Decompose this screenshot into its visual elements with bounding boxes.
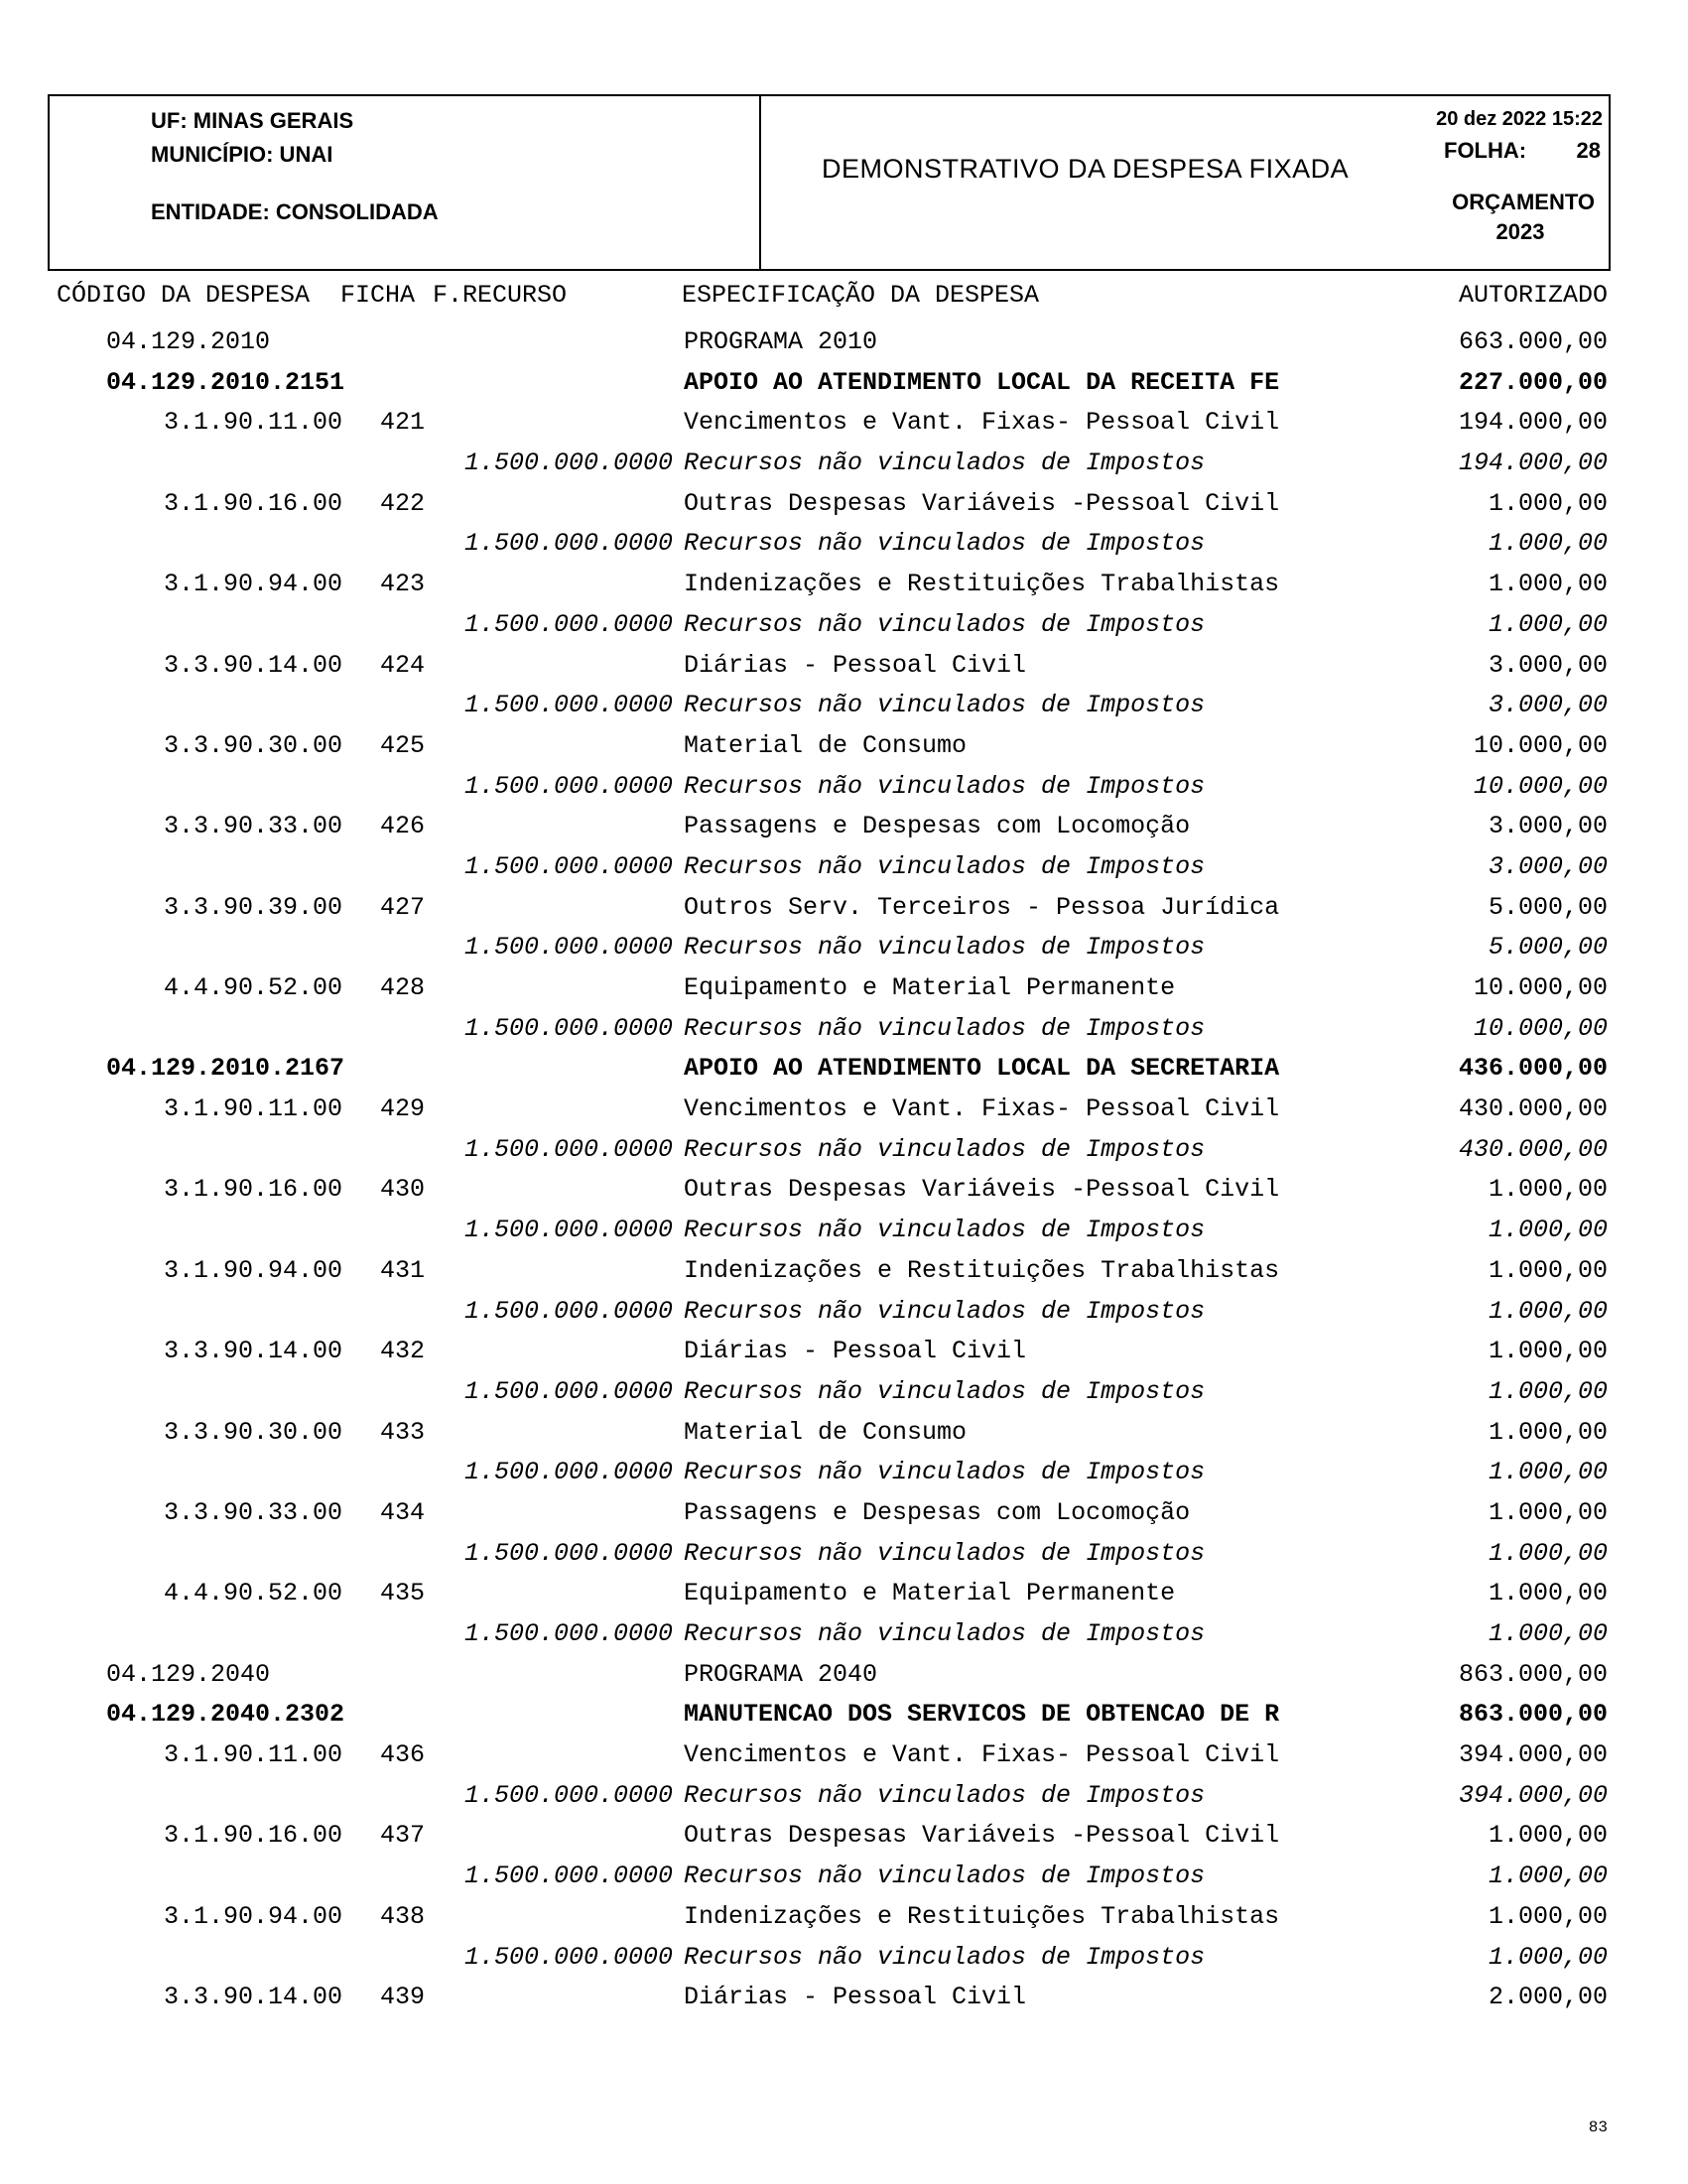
table-row [0, 1614, 1688, 1655]
specification-cell: Diárias - Pessoal Civil [684, 1983, 1027, 2012]
expense-code-cell: 3.3.90.30.00 [164, 730, 343, 760]
specification-cell: MANUTENCAO DOS SERVICOS DE OBTENCAO DE R [684, 1700, 1280, 1730]
specification-cell: Vencimentos e Vant. Fixas- Pessoal Civil [684, 1094, 1280, 1124]
ficha-cell: 434 [380, 1497, 426, 1527]
table-row [0, 1170, 1688, 1211]
ficha-cell: 430 [380, 1175, 426, 1205]
expense-code-cell: 3.1.90.94.00 [164, 570, 343, 599]
expense-code-cell: 3.3.90.30.00 [164, 1417, 343, 1447]
expense-code-cell: 04.129.2040.2302 [106, 1700, 345, 1730]
column-header-autorizado: AUTORIZADO [1458, 281, 1608, 310]
expense-code-cell: 3.1.90.11.00 [164, 1094, 343, 1124]
report-title: DEMONSTRATIVO DA DESPESA FIXADA [822, 154, 1350, 184]
expense-code-cell: 04.129.2010.2151 [106, 367, 345, 397]
specification-cell: Material de Consumo [684, 730, 968, 760]
authorized-value-cell: 3.000,00 [1488, 812, 1608, 841]
ficha-cell: 426 [380, 812, 426, 841]
table-row [0, 1493, 1688, 1534]
expense-code-cell: 3.1.90.16.00 [164, 1175, 343, 1205]
table-row [0, 1372, 1688, 1413]
expense-code-cell: 3.3.90.14.00 [164, 1337, 343, 1366]
authorized-value-cell: 3.000,00 [1488, 851, 1608, 881]
specification-cell: Recursos não vinculados de Impostos [684, 691, 1206, 720]
specification-cell: APOIO AO ATENDIMENTO LOCAL DA RECEITA FE [684, 367, 1280, 397]
authorized-value-cell: 1.000,00 [1488, 609, 1608, 639]
authorized-value-cell: 1.000,00 [1488, 1579, 1608, 1608]
specification-cell: Outros Serv. Terceiros - Pessoa Jurídica [684, 892, 1280, 922]
specification-cell: Recursos não vinculados de Impostos [684, 933, 1206, 963]
table-row [0, 807, 1688, 847]
expense-code-cell: 3.3.90.33.00 [164, 1497, 343, 1527]
resource-code-cell: 1.500.000.0000 [463, 1942, 673, 1972]
specification-cell: Recursos não vinculados de Impostos [684, 1296, 1206, 1326]
table-row [0, 968, 1688, 1009]
specification-cell: Diárias - Pessoal Civil [684, 1337, 1027, 1366]
resource-code-cell: 1.500.000.0000 [463, 1134, 673, 1164]
authorized-value-cell: 10.000,00 [1473, 730, 1608, 760]
entidade-line: ENTIDADE: CONSOLIDADA [151, 199, 439, 224]
table-row [0, 686, 1688, 726]
authorized-value-cell: 1.000,00 [1488, 1337, 1608, 1366]
table-row [0, 1574, 1688, 1614]
header-divider [759, 96, 761, 269]
expense-code-cell: 3.1.90.11.00 [164, 1740, 343, 1770]
authorized-value-cell: 194.000,00 [1458, 408, 1608, 438]
authorized-value-cell: 863.000,00 [1458, 1700, 1608, 1730]
table-row [0, 1049, 1688, 1090]
resource-code-cell: 1.500.000.0000 [463, 609, 673, 639]
resource-code-cell: 1.500.000.0000 [463, 1458, 673, 1487]
authorized-value-cell: 1.000,00 [1488, 1216, 1608, 1245]
authorized-value-cell: 663.000,00 [1458, 327, 1608, 356]
resource-code-cell: 1.500.000.0000 [463, 691, 673, 720]
column-header-frecurso: F.RECURSO [433, 281, 568, 310]
folha-label: FOLHA: [1444, 138, 1527, 163]
resource-code-cell: 1.500.000.0000 [463, 771, 673, 801]
authorized-value-cell: 1.000,00 [1488, 1376, 1608, 1406]
expense-code-cell: 3.3.90.14.00 [164, 650, 343, 680]
table-row [0, 605, 1688, 646]
specification-cell: Recursos não vinculados de Impostos [684, 1013, 1206, 1043]
ficha-cell: 439 [380, 1983, 426, 2012]
ficha-cell: 429 [380, 1094, 426, 1124]
expense-code-cell: 04.129.2010 [106, 327, 271, 356]
specification-cell: Material de Consumo [684, 1417, 968, 1447]
expense-table [0, 322, 1688, 2018]
table-row [0, 565, 1688, 605]
specification-cell: Recursos não vinculados de Impostos [684, 1780, 1206, 1810]
resource-code-cell: 1.500.000.0000 [463, 1780, 673, 1810]
ficha-cell: 436 [380, 1740, 426, 1770]
authorized-value-cell: 10.000,00 [1473, 973, 1608, 1002]
authorized-value-cell: 1.000,00 [1488, 1942, 1608, 1972]
table-row [0, 1009, 1688, 1050]
ficha-cell: 433 [380, 1417, 426, 1447]
resource-code-cell: 1.500.000.0000 [463, 1538, 673, 1568]
expense-code-cell: 3.1.90.94.00 [164, 1255, 343, 1285]
authorized-value-cell: 5.000,00 [1488, 892, 1608, 922]
specification-cell: Indenizações e Restituições Trabalhistas [684, 570, 1280, 599]
table-row [0, 1776, 1688, 1817]
authorized-value-cell: 863.000,00 [1458, 1659, 1608, 1689]
specification-cell: Recursos não vinculados de Impostos [684, 1216, 1206, 1245]
specification-cell: Recursos não vinculados de Impostos [684, 851, 1206, 881]
specification-cell: Equipamento e Material Permanente [684, 973, 1176, 1002]
authorized-value-cell: 2.000,00 [1488, 1983, 1608, 2012]
authorized-value-cell: 10.000,00 [1473, 771, 1608, 801]
specification-cell: Diárias - Pessoal Civil [684, 650, 1027, 680]
table-row [0, 1413, 1688, 1454]
table-row [0, 403, 1688, 444]
folha-value: 28 [1576, 138, 1601, 163]
specification-cell: Recursos não vinculados de Impostos [684, 609, 1206, 639]
resource-code-cell: 1.500.000.0000 [463, 1216, 673, 1245]
table-row [0, 1453, 1688, 1493]
specification-cell: Indenizações e Restituições Trabalhistas [684, 1901, 1280, 1931]
specification-cell: Recursos não vinculados de Impostos [684, 449, 1206, 478]
expense-code-cell: 3.1.90.94.00 [164, 1901, 343, 1931]
table-row [0, 726, 1688, 767]
authorized-value-cell: 10.000,00 [1473, 1013, 1608, 1043]
authorized-value-cell: 430.000,00 [1458, 1134, 1608, 1164]
expense-code-cell: 4.4.90.52.00 [164, 973, 343, 1002]
resource-code-cell: 1.500.000.0000 [463, 1013, 673, 1043]
expense-code-cell: 3.3.90.33.00 [164, 812, 343, 841]
authorized-value-cell: 5.000,00 [1488, 933, 1608, 963]
specification-cell: Outras Despesas Variáveis -Pessoal Civil [684, 1175, 1280, 1205]
authorized-value-cell: 1.000,00 [1488, 1255, 1608, 1285]
column-header-codigo: CÓDIGO DA DESPESA [57, 281, 311, 310]
resource-code-cell: 1.500.000.0000 [463, 1296, 673, 1326]
authorized-value-cell: 1.000,00 [1488, 529, 1608, 559]
ficha-cell: 438 [380, 1901, 426, 1931]
authorized-value-cell: 1.000,00 [1488, 1497, 1608, 1527]
table-row [0, 646, 1688, 687]
specification-cell: PROGRAMA 2010 [684, 327, 878, 356]
authorized-value-cell: 1.000,00 [1488, 1901, 1608, 1931]
specification-cell: Outras Despesas Variáveis -Pessoal Civil [684, 1821, 1280, 1851]
specification-cell: Recursos não vinculados de Impostos [684, 1538, 1206, 1568]
specification-cell: Recursos não vinculados de Impostos [684, 1619, 1206, 1648]
specification-cell: Outras Despesas Variáveis -Pessoal Civil [684, 488, 1280, 518]
orcamento-label: ORÇAMENTO [1452, 190, 1595, 214]
expense-code-cell: 4.4.90.52.00 [164, 1579, 343, 1608]
ficha-cell: 424 [380, 650, 426, 680]
ficha-cell: 432 [380, 1337, 426, 1366]
expense-code-cell: 3.3.90.39.00 [164, 892, 343, 922]
table-row [0, 1332, 1688, 1372]
table-row [0, 1130, 1688, 1171]
resource-code-cell: 1.500.000.0000 [463, 449, 673, 478]
municipio-line: MUNICÍPIO: UNAI [151, 142, 333, 167]
table-row [0, 1816, 1688, 1857]
ficha-cell: 423 [380, 570, 426, 599]
table-row [0, 484, 1688, 525]
specification-cell: Equipamento e Material Permanente [684, 1579, 1176, 1608]
table-row [0, 1938, 1688, 1979]
authorized-value-cell: 3.000,00 [1488, 650, 1608, 680]
table-row [0, 363, 1688, 404]
expense-code-cell: 3.1.90.16.00 [164, 1821, 343, 1851]
resource-code-cell: 1.500.000.0000 [463, 1862, 673, 1891]
expense-code-cell: 3.3.90.14.00 [164, 1983, 343, 2012]
report-datetime: 20 dez 2022 15:22 [1436, 108, 1603, 130]
table-row [0, 928, 1688, 968]
expense-code-cell: 3.1.90.16.00 [164, 488, 343, 518]
authorized-value-cell: 1.000,00 [1488, 1175, 1608, 1205]
table-row [0, 847, 1688, 888]
table-row [0, 1897, 1688, 1938]
specification-cell: Recursos não vinculados de Impostos [684, 1862, 1206, 1891]
specification-cell: Vencimentos e Vant. Fixas- Pessoal Civil [684, 408, 1280, 438]
folha-line [1444, 138, 1601, 164]
resource-code-cell: 1.500.000.0000 [463, 933, 673, 963]
specification-cell: Passagens e Despesas com Locomoção [684, 1497, 1191, 1527]
authorized-value-cell: 436.000,00 [1458, 1054, 1608, 1084]
table-row [0, 322, 1688, 363]
table-row [0, 1211, 1688, 1251]
authorized-value-cell: 1.000,00 [1488, 1619, 1608, 1648]
table-row [0, 1251, 1688, 1292]
authorized-value-cell: 227.000,00 [1458, 367, 1608, 397]
ficha-cell: 422 [380, 488, 426, 518]
expense-code-cell: 04.129.2040 [106, 1659, 271, 1689]
authorized-value-cell: 1.000,00 [1488, 570, 1608, 599]
table-row [0, 524, 1688, 565]
authorized-value-cell: 430.000,00 [1458, 1094, 1608, 1124]
ficha-cell: 435 [380, 1579, 426, 1608]
column-header-ficha: FICHA [340, 281, 416, 310]
ficha-cell: 431 [380, 1255, 426, 1285]
resource-code-cell: 1.500.000.0000 [463, 1376, 673, 1406]
resource-code-cell: 1.500.000.0000 [463, 529, 673, 559]
orcamento-year: 2023 [1495, 219, 1545, 244]
specification-cell: Recursos não vinculados de Impostos [684, 1376, 1206, 1406]
specification-cell: PROGRAMA 2040 [684, 1659, 878, 1689]
specification-cell: Vencimentos e Vant. Fixas- Pessoal Civil [684, 1740, 1280, 1770]
specification-cell: Recursos não vinculados de Impostos [684, 529, 1206, 559]
table-row [0, 888, 1688, 929]
resource-code-cell: 1.500.000.0000 [463, 851, 673, 881]
table-row [0, 1857, 1688, 1897]
ficha-cell: 428 [380, 973, 426, 1002]
table-row [0, 1090, 1688, 1130]
authorized-value-cell: 1.000,00 [1488, 1821, 1608, 1851]
specification-cell: APOIO AO ATENDIMENTO LOCAL DA SECRETARIA [684, 1054, 1280, 1084]
table-row [0, 1534, 1688, 1575]
column-header-especificacao: ESPECIFICAÇÃO DA DESPESA [682, 281, 1040, 310]
specification-cell: Passagens e Despesas com Locomoção [684, 812, 1191, 841]
page-number: 83 [1588, 2119, 1608, 2136]
authorized-value-cell: 194.000,00 [1458, 449, 1608, 478]
table-row [0, 1655, 1688, 1696]
table-row [0, 1695, 1688, 1735]
table-row [0, 767, 1688, 808]
specification-cell: Indenizações e Restituições Trabalhistas [684, 1255, 1280, 1285]
expense-code-cell: 04.129.2010.2167 [106, 1054, 345, 1084]
expense-code-cell: 3.1.90.11.00 [164, 408, 343, 438]
authorized-value-cell: 394.000,00 [1458, 1740, 1608, 1770]
ficha-cell: 421 [380, 408, 426, 438]
resource-code-cell: 1.500.000.0000 [463, 1619, 673, 1648]
ficha-cell: 427 [380, 892, 426, 922]
table-row [0, 1978, 1688, 2018]
authorized-value-cell: 1.000,00 [1488, 1538, 1608, 1568]
authorized-value-cell: 1.000,00 [1488, 1296, 1608, 1326]
authorized-value-cell: 1.000,00 [1488, 1862, 1608, 1891]
authorized-value-cell: 1.000,00 [1488, 1417, 1608, 1447]
specification-cell: Recursos não vinculados de Impostos [684, 771, 1206, 801]
authorized-value-cell: 3.000,00 [1488, 691, 1608, 720]
specification-cell: Recursos não vinculados de Impostos [684, 1134, 1206, 1164]
specification-cell: Recursos não vinculados de Impostos [684, 1942, 1206, 1972]
authorized-value-cell: 1.000,00 [1488, 488, 1608, 518]
table-row [0, 444, 1688, 484]
table-row [0, 1735, 1688, 1776]
specification-cell: Recursos não vinculados de Impostos [684, 1458, 1206, 1487]
authorized-value-cell: 1.000,00 [1488, 1458, 1608, 1487]
uf-line: UF: MINAS GERAIS [151, 108, 354, 133]
ficha-cell: 437 [380, 1821, 426, 1851]
authorized-value-cell: 394.000,00 [1458, 1780, 1608, 1810]
ficha-cell: 425 [380, 730, 426, 760]
report-header [48, 94, 1611, 271]
table-row [0, 1292, 1688, 1333]
